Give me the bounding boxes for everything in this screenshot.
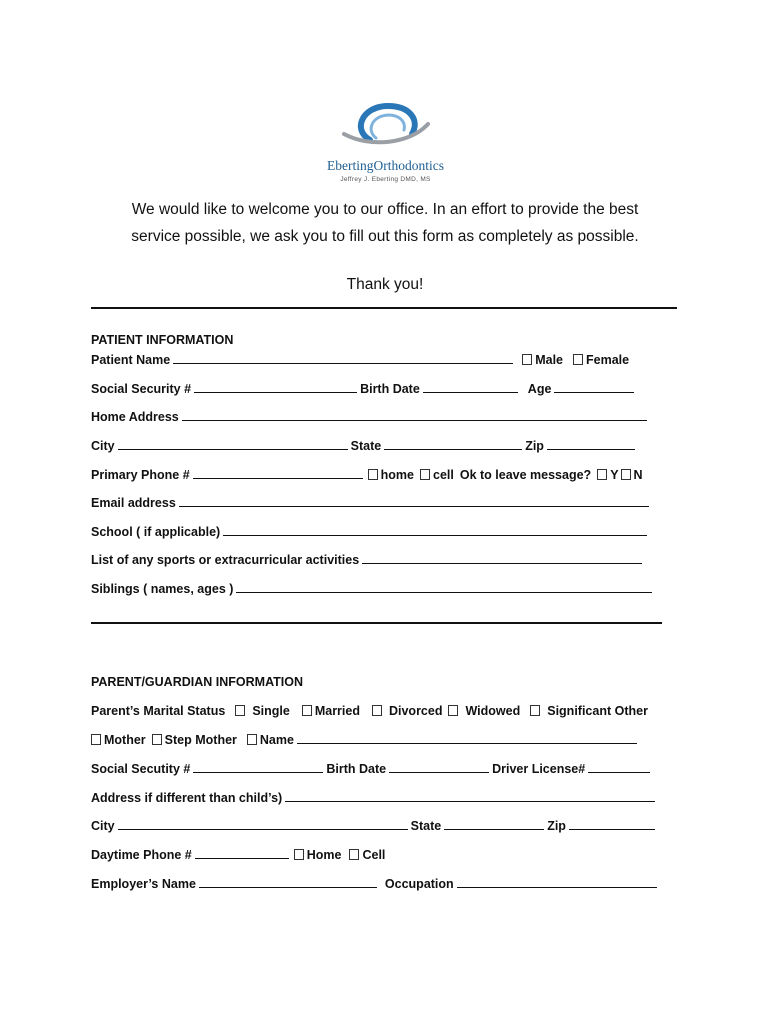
patient-heading: PATIENT INFORMATION [91,333,234,347]
guardian-name-label: Name [259,733,294,747]
guardian-zip-field[interactable] [569,817,655,830]
zip-field[interactable] [547,437,635,450]
guardian-cell-checkbox[interactable] [349,849,359,860]
no-checkbox[interactable] [621,469,631,480]
guardian-zip-label: Zip [547,819,566,833]
divorced-checkbox[interactable] [372,705,382,716]
guardian-heading: PARENT/GUARDIAN INFORMATION [91,675,304,689]
male-checkbox[interactable] [522,354,532,365]
sports-label: List of any sports or extracurricular activities [91,553,360,567]
ssn-row [91,380,637,397]
sports-row [91,551,645,568]
cell-checkbox[interactable] [420,469,430,480]
guardian-address-field[interactable] [285,789,655,802]
mother-label: Mother [104,733,146,747]
logo-subtitle: Jeffrey J. Eberting DMD, MS [340,176,431,183]
mother-checkbox[interactable] [91,734,101,745]
widowed-label: Widowed [465,704,521,718]
no-label: N [633,468,643,482]
primary-phone-label: Primary Phone # [91,468,190,482]
divider-top [91,307,677,309]
employer-label: Employer’s Name [91,877,196,891]
email-label: Email address [91,496,176,510]
ssn-field[interactable] [194,380,357,393]
widowed-checkbox[interactable] [448,705,458,716]
guardian-name-field[interactable] [297,731,637,744]
sports-field[interactable] [362,551,642,564]
female-checkbox[interactable] [573,354,583,365]
guardian-home-checkbox[interactable] [294,849,304,860]
thank-you-text: Thank you! [346,276,424,293]
male-label: Male [535,353,563,367]
logo-name: EbertingOrthodontics [327,158,444,173]
guardian-cell-label: Cell [362,848,386,862]
school-row [91,523,650,540]
guardian-address-label: Address if different than child’s) [91,791,283,805]
guardian-state-field[interactable] [444,817,544,830]
significant-other-checkbox[interactable] [530,705,540,716]
single-checkbox[interactable] [235,705,245,716]
occupation-field[interactable] [457,875,657,888]
email-row [91,494,652,511]
practice-logo [318,100,453,190]
guardian-address-row [91,789,658,806]
daytime-phone-row [91,846,385,863]
siblings-field[interactable] [236,580,652,593]
cell-label: cell [433,468,454,482]
birth-date-label: Birth Date [360,382,420,396]
state-label: State [350,439,382,453]
license-label: Driver License# [492,762,586,776]
email-field[interactable] [179,494,649,507]
yes-label: Y [610,468,619,482]
home-label: home [380,468,414,482]
guardian-ssn-field[interactable] [193,760,323,773]
siblings-row [91,580,655,597]
primary-phone-field[interactable] [193,466,363,479]
intro-line-2: service possible, we ask you to fill out this form as completely as possible. [131,228,639,245]
divider-middle [91,622,662,624]
married-label: Married [314,704,360,718]
age-label: Age [527,382,552,396]
daytime-phone-label: Daytime Phone # [91,848,192,862]
ok-message-label: Ok to leave message? [459,468,592,482]
patient-name-field[interactable] [173,351,513,364]
intro-line-1: We would like to welcome you to our office. In an effort to provide the best [131,201,639,218]
occupation-label: Occupation [384,877,454,891]
significant-other-label: Significant Other [547,704,648,718]
city-row [91,437,638,454]
primary-phone-row [91,466,643,483]
zip-label: Zip [525,439,544,453]
employer-row [91,875,660,892]
relation-row [91,731,640,748]
female-label: Female [586,353,630,367]
home-address-label: Home Address [91,410,179,424]
guardian-birth-label: Birth Date [326,762,387,776]
marital-status-row [91,703,648,719]
license-field[interactable] [588,760,650,773]
patient-name-label: Patient Name [91,353,171,367]
birth-date-field[interactable] [423,380,518,393]
home-address-row [91,408,650,425]
name-checkbox[interactable] [247,734,257,745]
stepmother-label: Step Mother [164,733,237,747]
swoosh-icon [340,100,430,156]
home-checkbox[interactable] [368,469,378,480]
city-field[interactable] [118,437,348,450]
school-label: School ( if applicable) [91,525,221,539]
guardian-birth-field[interactable] [389,760,489,773]
guardian-city-row [91,817,658,834]
city-label: City [91,439,115,453]
state-field[interactable] [384,437,522,450]
daytime-phone-field[interactable] [195,846,289,859]
siblings-label: Siblings ( names, ages ) [91,582,234,596]
guardian-city-field[interactable] [118,817,408,830]
guardian-home-label: Home [306,848,342,862]
divorced-label: Divorced [388,704,443,718]
guardian-city-label: City [91,819,115,833]
stepmother-checkbox[interactable] [152,734,162,745]
guardian-ssn-row [91,760,653,777]
school-field[interactable] [223,523,647,536]
patient-name-row [91,351,629,368]
home-address-field[interactable] [182,408,647,421]
marital-status-label: Parent’s Marital Status [91,704,226,718]
yes-checkbox[interactable] [597,469,607,480]
single-label: Single [252,704,290,718]
married-checkbox[interactable] [302,705,312,716]
guardian-ssn-label: Social Secutity # [91,762,191,776]
ssn-label: Social Security # [91,382,192,396]
age-field[interactable] [554,380,634,393]
guardian-state-label: State [410,819,442,833]
employer-field[interactable] [199,875,377,888]
